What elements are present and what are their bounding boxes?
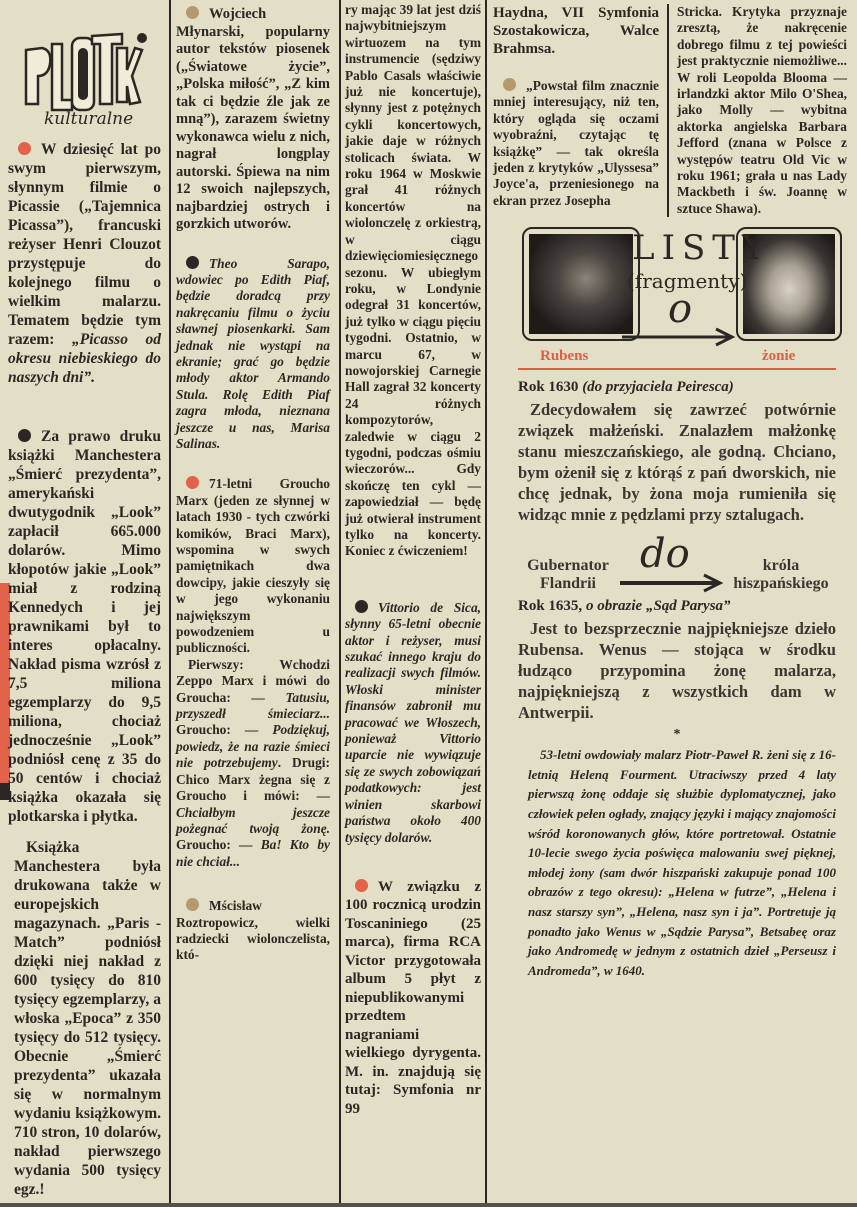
letters xyxy=(493,378,836,980)
caption-rubens: Rubens xyxy=(540,348,589,365)
tan-bullet-icon xyxy=(186,898,199,911)
from-governor: Gubernator Flandrii xyxy=(527,557,609,593)
right-section xyxy=(493,4,849,990)
news-item-sarapo: Theo Sarapo, wdowiec po Edith Piaf, będzie doradcą przy nakręcaniu filmu o życiu sławnej piosenkarki. Sam jednak nie wystąpi na ekranie; grać go będzie młody aktor Armando Stula. Rolę Edith Piaf zagra młoda, nieznana jeszcze u nas, Marisa Salinas. xyxy=(176,255,330,451)
connector-o: o xyxy=(668,286,693,333)
black-bullet-icon xyxy=(186,256,199,269)
listy-subtitle: (fragmenty) xyxy=(627,269,748,294)
news-item-rostropovich-cont: ry mając 39 lat jest dziś najwybitniejszym wirtuozem na tym instrumencie (sędziwy Pablo Casals właściwie już nie koncertuje), słynny jest z potężnych cykli koncertowych, jakie daje w różnych stolicach świata. W roku 1964 w Moskwie grał 41 różnych koncertów na wiolonczelę z orkiestrą, w ciągu dziewięciomiesięcznego sezonu. W ubiegłym roku, w Londynie odegrał 31 koncertów, już tylko w ciągu pięciu tygodni. Ostatnio, w marcu 67, w nowojorskiej Carnegie Hall zagrał 32 koncerty 24 różnych kompozytorów, zaledwie w ciągu 2 tygodni, podczas ośmiu wieczorów... Gdy skończę ten cykl — zapowiedział — będę już otwierał instrument tylko na koncerty. Koniec z ćwiczeniem! xyxy=(345,2,481,559)
news-item-ulysses: „Powstał film znacznie mniej interesujący, niż ten, który ogląda się oczami wyobraźni, czytając tę książkę” — tak określa jeden z krytyków „Ulyssesa” Joyce'a, przeniesionego na ekran przez Josepha xyxy=(493,78,659,208)
arrow-icon xyxy=(620,573,724,593)
news-item-groucho: 71-letni Groucho Marx (jeden ze słynnej w latach 1930 - tych czwórki komików, Braci Marx), wspomina w swych pamiętnikach dwa dowcipy, jakie cieszyły się w jego wykonaniu największym powodzeniem u publiczności. xyxy=(176,476,330,656)
news-item-toscanini-cont: Haydna, VII Symfonia Szostakowicza, Walce Brahmsa. xyxy=(493,5,659,57)
listy-header xyxy=(493,227,849,372)
rubens-portrait xyxy=(522,227,640,341)
black-bullet-icon xyxy=(18,429,31,442)
news-item-rostropovich: Mścisław Roztropowicz, wielki radziecki wiolonczelista, któ- xyxy=(176,898,330,963)
to-king: króla hiszpańskiego xyxy=(733,557,829,593)
column-rule xyxy=(485,0,487,1203)
biographical-note: 53-letni owdowiały malarz Piotr-Paweł R. żeni się z 16-letnią Heleną Fourment. Utraciwszy przed 4 laty pierwszą żonę oddaje się służbie dyplomatycznej, jako człowiek pełen ogłady, znający języki i mający znajomości wśród koronowanych głów, które portretował. Ostatnie 10-lecie swego życia poświęca malowaniu swej pięknej, młodej żony (sam dwór hiszpański zakupuje ponad 100 obrazów z tego okresu): „Helena w futrze”, „Helena i nasz starszy syn”, „Helena, nasz syn i ja”. Portretuje ją ponadto jako Wenus w „Sądzie Parysa”, Betsabeę oraz jako Andromedę w jednym z ostatnich dzieł „Perseusz i Andromeda”, w 1640. xyxy=(528,747,836,978)
black-bullet-icon xyxy=(355,600,368,613)
column-3 xyxy=(345,2,481,1118)
news-item-clouzot: W dziesięć lat po swym pierwszym, słynnym filmie o Picassie („Tajemnica Picassa”), francuski reżyser Henri Clouzot przystępuje do kolejnego filmu o wielkim malarzu. Tematem będzie tym razem: „Picasso od okresu niebieskiego do naszych dni”. xyxy=(8,141,161,386)
arrow-icon xyxy=(622,327,736,347)
plotki-kulturalne-logo xyxy=(22,30,142,130)
star-separator: * xyxy=(673,727,681,743)
column-rule xyxy=(339,0,341,1203)
column-1 xyxy=(8,140,161,1199)
letter2-heading: Rok 1635, o obrazie „Sąd Parysa” xyxy=(518,598,731,615)
news-item-de-sica: Vittorio de Sica, słynny 65-letni obecnie aktor i reżyser, musi szukać innego kraju do realizacji swych filmów. Włoski minister finansów zabronił mu pracować we Włoszech, ponieważ Vittorio uparcie nie wywiązuje się ze swych zobowiązań podatkowych: jest winien skarbowi państwa około 400 tysięcy dolarów. xyxy=(345,599,481,845)
connector-do-group xyxy=(618,533,726,593)
column-2 xyxy=(176,6,330,964)
letter2-body: Jest to bezsprzecznie najpiękniejsze dzieło Rubensa. Wenus — stojąca w środku łudząco przypomina żonę malarza, najpiękniejszą z wszystkich dam w Antwerpii. xyxy=(518,619,836,723)
page-bottom-rule xyxy=(0,1203,857,1207)
listy-section xyxy=(493,227,849,980)
column-4 xyxy=(493,4,659,209)
connector-do: do xyxy=(640,531,690,578)
right-top-columns xyxy=(493,4,849,217)
letter1-body: Zdecydowałem się zawrzeć potwórnie związek małżeński. Znalazłem małżonkę stanu mieszczańskiego, ale godną. Chciano, bym ożenił się z którąś z pań dworskich, nie chcę jednak, by żona moja rumieniła się widząc mnie z pędzlami przy sztalugach. xyxy=(518,400,836,525)
news-item-toscanini: W związku z 100 rocznicą urodzin Toscaniniego (25 marca), firma RCA Victor przygotowała album 5 płyt z niepublikowanymi przedtem nagraniami wielkiego dyrygenta. M. in. znajdują się tutaj: Symfonia nr 99 xyxy=(345,878,481,1117)
caption-zonie: żonie xyxy=(762,348,796,365)
column-5 xyxy=(667,4,847,217)
tan-bullet-icon xyxy=(503,78,516,91)
column-rule xyxy=(169,0,171,1203)
listy-title: LISTY xyxy=(632,228,772,269)
tan-bullet-icon xyxy=(186,6,199,19)
letter1-heading: Rok 1630 (do przyjaciela Peiresca) xyxy=(518,379,734,396)
red-bullet-icon xyxy=(186,476,199,489)
logo-subtitle: kulturalne xyxy=(44,109,134,129)
news-item-manchester-cont: Książka Manchestera była drukowana także w europejskich magazynach. „Paris - Match” podniósł dzięki niej nakład z 600 tysięcy do 810 tysięcy egzemplarzy, a włoska „Epoca” z 350 tysięcy do 512 tysięcy. Obecnie „Śmierć prezydenta” ukazała się w normalnym wydaniu książkowym. 710 stron, 10 dolarów, nakład pierwszego wydania 500 tysięcy egz.! xyxy=(14,839,161,1198)
governor-to-king xyxy=(518,533,836,593)
red-bullet-icon xyxy=(18,142,31,155)
news-item-manchester: Za prawo druku książki Manchestera „Śmierć prezydenta”, amerykański dwutygodnik „Look” zapłacił 665.000 dolarów. Mimo kłopotów jakie „Look” miał z rodziną Kennedych i jej prawnikami był to interes opłacalny. Nakład pisma wzrósł z 7,5 miliona egzemplarzy do 9,5 miliona, chociaż jednocześnie „Look” podniósł cenę z 35 do 50 centów i chociaż książka okazała się plotkarska i płytka. xyxy=(8,428,161,825)
news-item-ulysses-cont: Stricka. Krytyka przyznaje zresztą, że nakręcenie dobrego filmu z tej powieści jest praktycznie niemożliwe... W roli Leopolda Blooma — irlandzki aktor Milo O'Shea, jako Molly — wybitna aktorka angielska Barbara Jefford (znana w Polsce z występów teatru Old Vic w roku 1961; grała u nas Lady Mackbeth i św. Joannę w sztuce Shawa). xyxy=(677,4,847,216)
red-divider xyxy=(518,368,836,370)
news-item-groucho-jokes: Pierwszy: Wchodzi Zeppo Marx i mówi do Groucha: — Tatusiu, przyszedł śmieciarz... Groucho: — Podziękuj, powiedz, że na razie śmieci nie potrzebujemy. Drugi: Chico Marx żegna się z Groucho i mówi: — Chciałbym jeszcze pożegnać twoją żonę. Groucho: — Ba! Kto by nie chciał... xyxy=(176,656,330,869)
news-item-mlynarski: Wojciech Młynarski, popularny autor tekstów piosenek („Światowe życie”, „Polska miłość”, „Z kim tak ci będzie źle jak ze mną”), zarazem świetny wykonawca wielu z nich, nagrał longplay autorski. Śpiewa na nim 12 swoich najlepszych, najbardziej ostrych i gorzkich utworów. xyxy=(176,6,330,232)
red-bullet-icon xyxy=(355,879,368,892)
